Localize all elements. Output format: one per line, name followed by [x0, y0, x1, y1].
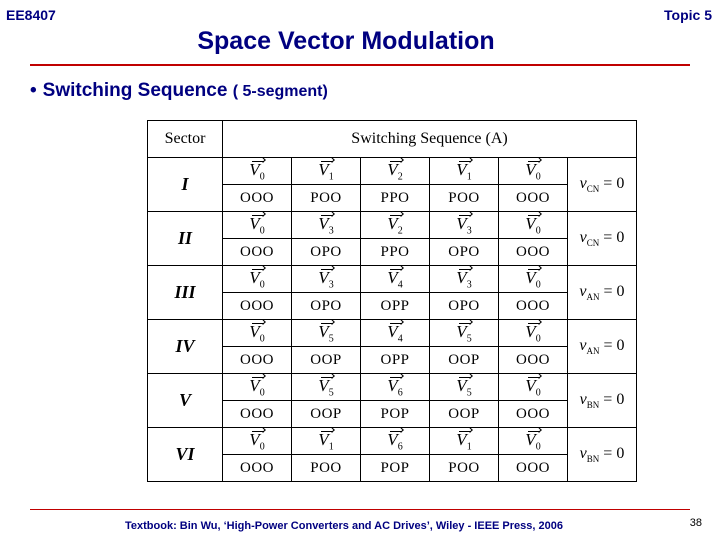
- table-row: [148, 320, 637, 347]
- vector-base: V: [249, 267, 260, 287]
- vector-subscript: 4: [397, 279, 403, 291]
- sector-cell: III: [148, 266, 223, 320]
- vector-symbol: [249, 268, 264, 290]
- state-cell: OOP: [430, 401, 499, 428]
- sector-cell: II: [148, 212, 223, 266]
- vector-cell: [292, 266, 361, 293]
- vector-symbol: [318, 160, 333, 182]
- vector-cell: [223, 428, 292, 455]
- vector-symbol: [525, 214, 540, 236]
- state-cell: PPO: [361, 239, 430, 266]
- vector-symbol: [456, 214, 471, 236]
- vector-base: V: [249, 213, 260, 233]
- vector-cell: [499, 212, 568, 239]
- slide-title: Space Vector Modulation: [197, 27, 495, 55]
- vector-cell: [223, 158, 292, 185]
- condition-variable: v: [579, 228, 587, 246]
- vector-cell: [361, 428, 430, 455]
- vector-base: V: [456, 429, 467, 449]
- vector-cell: [430, 266, 499, 293]
- sector-cell: V: [148, 374, 223, 428]
- vector-symbol: [387, 268, 402, 290]
- state-cell: OPP: [361, 347, 430, 374]
- vector-base: V: [456, 321, 467, 341]
- vector-base: V: [318, 213, 329, 233]
- vector-symbol: [456, 430, 471, 452]
- vector-subscript: 0: [535, 279, 541, 291]
- vector-base: V: [525, 267, 536, 287]
- vector-base: V: [387, 375, 398, 395]
- condition-cell: [568, 374, 637, 428]
- vector-symbol: [318, 322, 333, 344]
- vector-symbol: [525, 268, 540, 290]
- vector-base: V: [318, 159, 329, 179]
- vector-subscript: 6: [397, 441, 403, 453]
- vector-cell: [361, 374, 430, 401]
- vector-cell: [361, 266, 430, 293]
- condition-subscript: CN: [586, 184, 600, 195]
- state-cell: OOO: [223, 239, 292, 266]
- vector-cell: [223, 212, 292, 239]
- vector-symbol: [249, 376, 264, 398]
- vector-symbol: [525, 376, 540, 398]
- bullet-symbol: •: [30, 80, 37, 101]
- vector-base: V: [318, 429, 329, 449]
- state-cell: OPO: [430, 239, 499, 266]
- vector-subscript: 1: [328, 171, 334, 183]
- state-cell: OOP: [430, 347, 499, 374]
- vector-symbol: [318, 376, 333, 398]
- vector-cell: [292, 158, 361, 185]
- vector-subscript: 0: [259, 441, 265, 453]
- vector-base: V: [249, 321, 260, 341]
- vector-symbol: [387, 214, 402, 236]
- condition-equality: = 0: [603, 228, 625, 246]
- condition-variable: v: [579, 336, 587, 354]
- switching-sequence-table: [147, 120, 637, 482]
- vector-subscript: 5: [328, 387, 334, 399]
- vector-subscript: 5: [466, 387, 472, 399]
- condition-variable: v: [579, 444, 587, 462]
- vector-subscript: 0: [535, 441, 541, 453]
- state-cell: OOO: [499, 185, 568, 212]
- vector-symbol: [387, 430, 402, 452]
- condition-equality: = 0: [603, 336, 625, 354]
- vector-base: V: [525, 213, 536, 233]
- vector-cell: [499, 374, 568, 401]
- vector-cell: [499, 158, 568, 185]
- vector-symbol: [456, 268, 471, 290]
- bullet-point: [30, 80, 328, 102]
- vector-subscript: 2: [397, 171, 403, 183]
- vector-base: V: [456, 213, 467, 233]
- state-cell: POO: [292, 185, 361, 212]
- vector-base: V: [318, 267, 329, 287]
- table-row: [148, 428, 637, 455]
- vector-symbol: [456, 376, 471, 398]
- vector-subscript: 1: [466, 171, 472, 183]
- vector-cell: [223, 266, 292, 293]
- state-cell: OOP: [292, 401, 361, 428]
- vector-cell: [430, 212, 499, 239]
- table-header-row: [148, 121, 637, 158]
- vector-base: V: [318, 375, 329, 395]
- vector-cell: [430, 320, 499, 347]
- vector-symbol: [318, 268, 333, 290]
- vector-subscript: 5: [466, 333, 472, 345]
- condition-equality: = 0: [603, 282, 625, 300]
- textbook-citation: Textbook: Bin Wu, ‘High-Power Converters and AC Drives’, Wiley - IEEE Press, 2006: [125, 520, 563, 532]
- state-cell: OOO: [223, 401, 292, 428]
- state-cell: OOO: [499, 347, 568, 374]
- vector-cell: [223, 374, 292, 401]
- vector-cell: [499, 428, 568, 455]
- vector-base: V: [525, 429, 536, 449]
- state-cell: OPP: [361, 293, 430, 320]
- state-cell: PPO: [361, 185, 430, 212]
- state-cell: OPO: [430, 293, 499, 320]
- bullet-text: Switching Sequence: [42, 80, 228, 101]
- vector-symbol: [318, 430, 333, 452]
- vector-subscript: 1: [466, 441, 472, 453]
- condition-cell: [568, 428, 637, 482]
- vector-cell: [292, 428, 361, 455]
- condition-variable: v: [579, 174, 587, 192]
- vector-subscript: 0: [259, 333, 265, 345]
- table-row: [148, 212, 637, 239]
- vector-base: V: [249, 429, 260, 449]
- vector-subscript: 0: [535, 333, 541, 345]
- condition-equality: = 0: [603, 390, 625, 408]
- condition-cell: [568, 266, 637, 320]
- vector-symbol: [456, 322, 471, 344]
- vector-subscript: 0: [259, 279, 265, 291]
- vector-symbol: [387, 322, 402, 344]
- state-cell: POO: [430, 185, 499, 212]
- vector-symbol: [249, 160, 264, 182]
- condition-subscript: CN: [586, 238, 600, 249]
- vector-symbol: [318, 214, 333, 236]
- vector-cell: [499, 320, 568, 347]
- vector-subscript: 3: [466, 225, 472, 237]
- table-row: [148, 266, 637, 293]
- vector-subscript: 5: [328, 333, 334, 345]
- state-cell: POP: [361, 401, 430, 428]
- condition-subscript: AN: [586, 346, 600, 357]
- state-cell: OOP: [292, 347, 361, 374]
- vector-cell: [430, 158, 499, 185]
- state-cell: OOO: [499, 455, 568, 482]
- condition-cell: [568, 320, 637, 374]
- vector-base: V: [387, 321, 398, 341]
- vector-cell: [292, 320, 361, 347]
- vector-base: V: [249, 375, 260, 395]
- state-cell: OPO: [292, 293, 361, 320]
- header-sector: Sector: [148, 121, 223, 158]
- vector-base: V: [318, 321, 329, 341]
- vector-subscript: 3: [328, 225, 334, 237]
- vector-symbol: [249, 322, 264, 344]
- vector-base: V: [525, 375, 536, 395]
- vector-subscript: 0: [259, 225, 265, 237]
- vector-symbol: [456, 160, 471, 182]
- bullet-paren: ( 5-segment): [232, 83, 328, 100]
- condition-cell: [568, 158, 637, 212]
- vector-base: V: [249, 159, 260, 179]
- vector-cell: [361, 158, 430, 185]
- vector-symbol: [249, 430, 264, 452]
- condition-equality: = 0: [603, 444, 625, 462]
- vector-symbol: [525, 160, 540, 182]
- vector-subscript: 0: [535, 171, 541, 183]
- state-cell: OOO: [499, 239, 568, 266]
- state-cell: OOO: [223, 347, 292, 374]
- vector-cell: [430, 428, 499, 455]
- condition-subscript: AN: [586, 292, 600, 303]
- vector-symbol: [249, 214, 264, 236]
- vector-base: V: [456, 267, 467, 287]
- sector-cell: VI: [148, 428, 223, 482]
- footer-divider: [30, 509, 690, 510]
- vector-base: V: [387, 429, 398, 449]
- state-cell: OPO: [292, 239, 361, 266]
- vector-subscript: 0: [535, 225, 541, 237]
- vector-subscript: 0: [535, 387, 541, 399]
- vector-base: V: [387, 213, 398, 233]
- header-switching-sequence: Switching Sequence (A): [223, 121, 637, 158]
- state-cell: POP: [361, 455, 430, 482]
- title-divider: [30, 64, 690, 66]
- vector-subscript: 3: [466, 279, 472, 291]
- page-number: 38: [689, 517, 702, 529]
- condition-subscript: BN: [586, 454, 600, 465]
- vector-base: V: [525, 159, 536, 179]
- vector-symbol: [525, 322, 540, 344]
- vector-subscript: 0: [259, 171, 265, 183]
- state-cell: OOO: [223, 185, 292, 212]
- vector-base: V: [525, 321, 536, 341]
- condition-variable: v: [579, 390, 587, 408]
- vector-subscript: 6: [397, 387, 403, 399]
- vector-cell: [430, 374, 499, 401]
- table-row: [148, 374, 637, 401]
- vector-symbol: [387, 160, 402, 182]
- vector-subscript: 2: [397, 225, 403, 237]
- vector-cell: [223, 320, 292, 347]
- vector-subscript: 4: [397, 333, 403, 345]
- vector-subscript: 3: [328, 279, 334, 291]
- sector-cell: I: [148, 158, 223, 212]
- vector-base: V: [456, 375, 467, 395]
- condition-subscript: BN: [586, 400, 600, 411]
- sector-cell: IV: [148, 320, 223, 374]
- vector-cell: [361, 320, 430, 347]
- vector-symbol: [387, 376, 402, 398]
- vector-cell: [292, 374, 361, 401]
- table-row: [148, 158, 637, 185]
- condition-cell: [568, 212, 637, 266]
- vector-cell: [499, 266, 568, 293]
- vector-symbol: [525, 430, 540, 452]
- state-cell: POO: [292, 455, 361, 482]
- vector-base: V: [387, 159, 398, 179]
- condition-variable: v: [579, 282, 587, 300]
- vector-cell: [292, 212, 361, 239]
- vector-subscript: 0: [259, 387, 265, 399]
- topic-label: Topic 5: [664, 7, 712, 23]
- state-cell: OOO: [499, 401, 568, 428]
- vector-subscript: 1: [328, 441, 334, 453]
- state-cell: OOO: [223, 293, 292, 320]
- vector-cell: [361, 212, 430, 239]
- state-cell: POO: [430, 455, 499, 482]
- vector-base: V: [387, 267, 398, 287]
- course-code: EE8407: [6, 7, 56, 23]
- condition-equality: = 0: [603, 174, 625, 192]
- state-cell: OOO: [499, 293, 568, 320]
- vector-base: V: [456, 159, 467, 179]
- state-cell: OOO: [223, 455, 292, 482]
